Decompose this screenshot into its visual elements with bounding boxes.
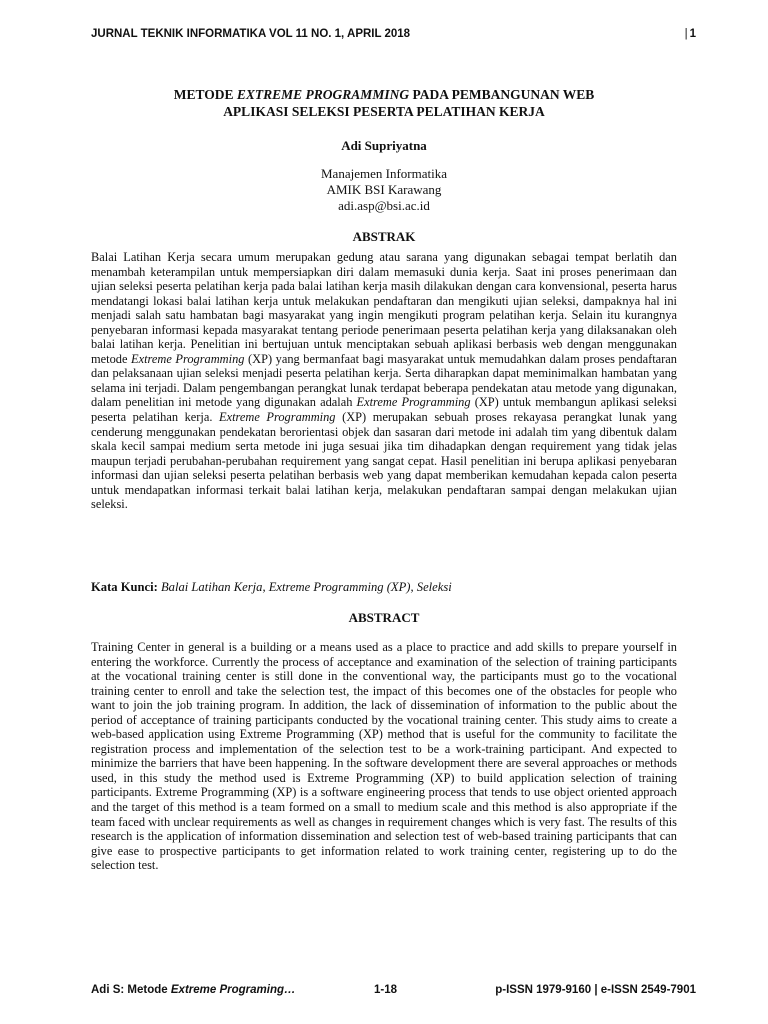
abstract-heading: ABSTRACT bbox=[348, 610, 420, 625]
page-number bbox=[685, 28, 696, 40]
abstrak-heading: ABSTRAK bbox=[352, 229, 416, 244]
keywords bbox=[91, 580, 677, 595]
title-part-3: PADA PEMBANGUNAN WEB bbox=[412, 87, 595, 102]
title-part-2: EXTREME PROGRAMMING bbox=[236, 87, 410, 102]
abstrak-xp-3: Extreme Programming bbox=[219, 410, 336, 425]
footer-title: Extreme Programing… bbox=[170, 984, 296, 996]
title-line-1 bbox=[91, 86, 677, 103]
footer-author: Adi S: Metode bbox=[91, 984, 168, 996]
affiliation-institution: AMIK BSI Karawang bbox=[326, 182, 442, 197]
abstrak-xp-2: Extreme Programming bbox=[356, 395, 471, 410]
journal-name: JURNAL TEKNIK INFORMATIKA VOL 11 NO. 1, APRIL 2018 bbox=[91, 28, 411, 40]
keywords-label: Kata Kunci: bbox=[91, 580, 158, 594]
author-name: Adi Supriyatna bbox=[341, 138, 427, 153]
keywords-value: Balai Latihan Kerja, Extreme Programming (XP), Seleksi bbox=[160, 580, 452, 594]
title-line-2: APLIKASI SELEKSI PESERTA PELATIHAN KERJA bbox=[223, 104, 545, 119]
abstract-body: Training Center in general is a building or a means used as a place to practice and add skills to prepare yourself in entering the workforce. Currently the process of acceptance and examination of the selection of training participants at the vocational training center is still done in the conventional way, the participants must go to the vocational training center to enroll and take the selection test, the impact of this becomes one of the obstacles for people who want to join the job training program. In addition, the lack of dissemination of information to the public about the period of acceptance of training participants conducted by the vocational training center. This study aims to create a web-based application using Extreme Programming (XP) method that is useful for the community to facilitate the registration process and implementation of the selection test to be a work-training participant. And expected to minimize the barriers that have been happening. In the software development there are several approaches or methods used, in this study the method used is Extreme Programming (XP) to build application selection of training participants. Extreme Programming (XP) is a software engineering process that tends to use object oriented approach and the target of this method is a team formed on a small to medium scale and this method is also appropriate if the team faced with unclear requirements as well as changes in requirement changes which is very fast. The results of this research is the application of information dissemination and selection test of web-based training participants that can give ease to prospective participants to get information related to work training center, registering up to do the selection test. bbox=[91, 640, 677, 873]
title-part-1: METODE bbox=[173, 87, 234, 102]
running-header bbox=[91, 28, 696, 44]
page-number-value: 1 bbox=[689, 28, 696, 40]
footer-pages: 1-18 bbox=[374, 984, 398, 996]
abstrak-s4: (XP) merupakan sebuah proses rekayasa perangkat lunak yang cenderung menggunakan pendekatan berorientasi objek dan sasaran dari metode ini adalah tim yang dibentuk dalam skala kecil sampai medium serta metode ini juga sesuai jika tim dihadapkan dengan requirement yang tidak jelas maupun terjadi perubahan-perubahan requirement yang sangat cepat. Hasil penelitian ini berupa aplikasi penyebaran informasi dan ujian seleksi peserta pelatihan berbasis web yang dapat memberikan kemudahan kepada calon peserta untuk mendapatkan informasi terkait balai latihan kerja, melakukan pendaftaran sampai dengan melakukan ujian seleksi. bbox=[91, 410, 677, 512]
abstrak-body bbox=[91, 250, 677, 512]
author-email: adi.asp@bsi.ac.id bbox=[338, 198, 430, 213]
abstrak-s2: (XP) yang bermanfaat bagi masyarakat untuk memudahkan dalam proses pendaftaran dan pelaksanaan ujian seleksi menjadi peserta pelatihan kerja. Serta diharapkan dapat meminimalkan hambatan yang selama ini terjadi. Dalam pengembangan perangkat lunak terdapat beberapa pendekatan atau metode yang digunakan, dalam penelitian ini metode yang digunakan adalah bbox=[91, 351, 677, 410]
affiliation bbox=[0, 166, 768, 214]
abstrak-xp-1: Extreme Programming bbox=[131, 351, 245, 366]
abstrak-s1: Balai Latihan Kerja secara umum merupakan gedung atau sarana yang digunakan sebagai tempat berlatih dan menambah keterampilan untuk mempersiapkan diri dalam memasuki dunia kerja. Saat ini proses penerimaan dan ujian seleksi peserta pelatihan kerja pada balai latihan kerja masih dilakukan dengan cara konvensional, peserta harus mendatangi lokasi balai latihan kerja untuk melakukan pendaftaran dan mengikuti ujian seleksi, dampaknya hal ini menjadi salah satu hambatan bagi masyarakat yang ingin mengikuti program pelatihan kerja. Selain itu kurangnya penyebaran informasi kepada masyarakat tentang periode penerimaan peserta pelatihan kerja yang dilaksanakan oleh balai latihan kerja. Penelitian ini bertujuan untuk menciptakan sebuah aplikasi berbasis web dengan menggunakan metode bbox=[91, 250, 677, 366]
page-separator: | bbox=[684, 28, 688, 40]
running-footer bbox=[91, 984, 696, 1000]
footer-citation bbox=[91, 984, 296, 996]
footer-issn: p-ISSN 1979-9160 | e-ISSN 2549-7901 bbox=[495, 984, 696, 996]
paper-title bbox=[91, 86, 677, 120]
abstrak-s3: (XP) untuk membangun aplikasi seleksi peserta pelatihan kerja. bbox=[91, 395, 677, 425]
affiliation-dept: Manajemen Informatika bbox=[321, 166, 447, 181]
